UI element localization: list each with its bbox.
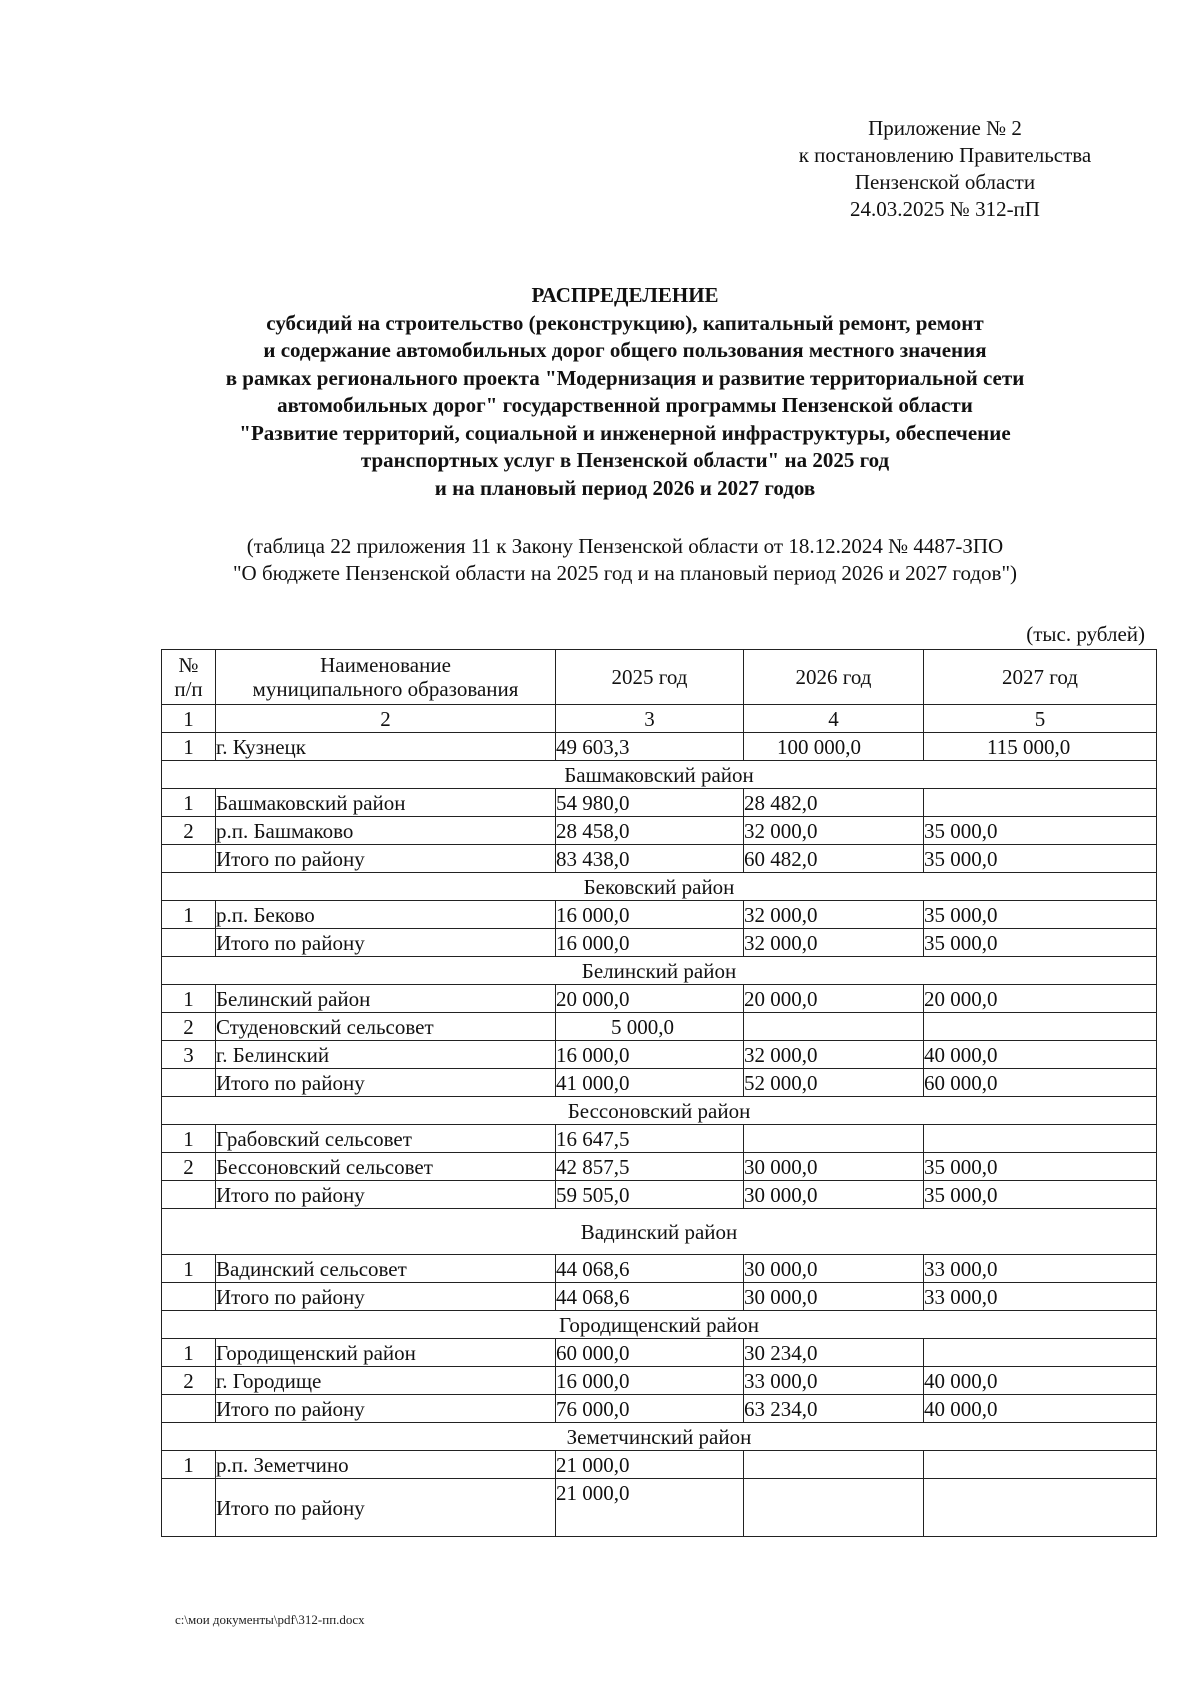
district-header-row (162, 1423, 1157, 1451)
value-2025: 28 458,0 (556, 817, 744, 845)
row-number (162, 929, 216, 957)
row-name: Итого по району (216, 1283, 556, 1311)
total-row (162, 1181, 1157, 1209)
value-2027: 35 000,0 (924, 845, 1157, 873)
row-name: Итого по району (216, 1395, 556, 1423)
value-2025: 54 980,0 (556, 789, 744, 817)
value-2027 (924, 1451, 1157, 1479)
row-name: р.п. Башмаково (216, 817, 556, 845)
row-name: Итого по району (216, 845, 556, 873)
value-2027: 33 000,0 (924, 1255, 1157, 1283)
source-line: (таблица 22 приложения 11 к Закону Пензенской области от 18.12.2024 № 4487-ЗПО (246, 534, 1004, 558)
row-number (162, 1395, 216, 1423)
row-number: 2 (162, 817, 216, 845)
table-row (162, 817, 1157, 845)
value-2025: 16 000,0 (556, 1041, 744, 1069)
row-number: 2 (162, 1153, 216, 1181)
value-2026: 32 000,0 (744, 1041, 924, 1069)
index-cell: 4 (744, 705, 924, 733)
value-2027: 20 000,0 (924, 985, 1157, 1013)
value-2027: 35 000,0 (924, 901, 1157, 929)
value-2026: 20 000,0 (744, 985, 924, 1013)
row-number (162, 1479, 216, 1537)
value-2026: 28 482,0 (744, 789, 924, 817)
row-name: р.п. Земетчино (216, 1451, 556, 1479)
value-2026: 30 000,0 (744, 1181, 924, 1209)
value-2026: 30 000,0 (744, 1153, 924, 1181)
table-header-row (162, 650, 1157, 705)
value-2027: 115 000,0 (924, 733, 1157, 761)
value-2027 (924, 1339, 1157, 1367)
row-name: г. Белинский (216, 1041, 556, 1069)
index-cell: 1 (162, 705, 216, 733)
title-heading: РАСПРЕДЕЛЕНИЕ (531, 283, 719, 307)
district-name: Бековский район (162, 873, 1157, 901)
header-number-line: п/п (174, 677, 203, 701)
appendix-line: к постановлению Правительства (798, 143, 1092, 167)
index-cell: 5 (924, 705, 1157, 733)
value-2027: 33 000,0 (924, 1283, 1157, 1311)
title-line: в рамках регионального проекта "Модернизация и развитие территориальной сети (225, 365, 1025, 390)
value-2025: 49 603,3 (556, 733, 744, 761)
source-line: "О бюджете Пензенской области на 2025 год и на плановый период 2026 и 2027 годов") (232, 561, 1018, 585)
row-number: 2 (162, 1013, 216, 1041)
district-header-row (162, 1097, 1157, 1125)
row-number: 1 (162, 901, 216, 929)
row-number: 1 (162, 1255, 216, 1283)
value-2026 (744, 1479, 924, 1537)
row-name: Итого по району (216, 1479, 556, 1537)
value-2025: 16 000,0 (556, 901, 744, 929)
row-number (162, 1283, 216, 1311)
value-2026: 100 000,0 (744, 733, 924, 761)
header-2026: 2026 год (744, 650, 924, 705)
value-2025: 59 505,0 (556, 1181, 744, 1209)
row-number: 1 (162, 789, 216, 817)
table-row (162, 1367, 1157, 1395)
row-name: Белинский район (216, 985, 556, 1013)
value-2025: 21 000,0 (556, 1451, 744, 1479)
header-2025: 2025 год (556, 650, 744, 705)
table-row (162, 1153, 1157, 1181)
total-row (162, 1395, 1157, 1423)
row-name: Итого по району (216, 1181, 556, 1209)
title-line: субсидий на строительство (реконструкцию), капитальный ремонт, ремонт (266, 310, 984, 335)
value-2027 (924, 1013, 1157, 1041)
document-title (150, 282, 1100, 502)
value-2026: 30 000,0 (744, 1283, 924, 1311)
value-2025: 16 000,0 (556, 929, 744, 957)
index-cell: 3 (556, 705, 744, 733)
header-number (162, 650, 216, 705)
district-name: Вадинский район (162, 1209, 1157, 1255)
header-2027: 2027 год (924, 650, 1157, 705)
table-row (162, 1451, 1157, 1479)
value-2025: 44 068,6 (556, 1283, 744, 1311)
total-row (162, 1283, 1157, 1311)
row-name: Бессоновский сельсовет (216, 1153, 556, 1181)
total-row (162, 1069, 1157, 1097)
value-2025: 41 000,0 (556, 1069, 744, 1097)
value-2026: 52 000,0 (744, 1069, 924, 1097)
district-header-row (162, 873, 1157, 901)
header-name (216, 650, 556, 705)
table-row (162, 985, 1157, 1013)
district-name: Белинский район (162, 957, 1157, 985)
table-row (162, 733, 1157, 761)
value-2025: 20 000,0 (556, 985, 744, 1013)
header-name-line: Наименование (320, 653, 451, 677)
row-number: 1 (162, 1125, 216, 1153)
appendix-line: Пензенской области (854, 170, 1036, 194)
appendix-line: Приложение № 2 (868, 116, 1022, 140)
title-line: автомобильных дорог" государственной программы Пензенской области (277, 393, 973, 417)
title-line: и содержание автомобильных дорог общего пользования местного значения (263, 338, 987, 362)
row-name: Вадинский сельсовет (216, 1255, 556, 1283)
value-2027 (924, 789, 1157, 817)
row-name: г. Городище (216, 1367, 556, 1395)
file-path-footer: c:\мои документы\pdf\312-пп.docx (175, 1612, 365, 1627)
row-number (162, 845, 216, 873)
value-2025: 5 000,0 (556, 1013, 744, 1041)
value-2026: 32 000,0 (744, 929, 924, 957)
row-number (162, 1069, 216, 1097)
appendix-block (760, 115, 1130, 223)
row-number: 3 (162, 1041, 216, 1069)
total-row (162, 845, 1157, 873)
value-2027 (924, 1479, 1157, 1537)
row-number: 1 (162, 1339, 216, 1367)
value-2026: 32 000,0 (744, 901, 924, 929)
value-2026: 33 000,0 (744, 1367, 924, 1395)
value-2027: 35 000,0 (924, 1181, 1157, 1209)
value-2025: 83 438,0 (556, 845, 744, 873)
row-number: 2 (162, 1367, 216, 1395)
row-name: Грабовский сельсовет (216, 1125, 556, 1153)
value-2027: 35 000,0 (924, 1153, 1157, 1181)
value-2025: 44 068,6 (556, 1255, 744, 1283)
district-header-row (162, 1209, 1157, 1255)
source-reference (150, 533, 1100, 587)
table-row (162, 1013, 1157, 1041)
title-line: "Развитие территорий, социальной и инженерной инфраструктуры, обеспечение (239, 420, 1011, 445)
value-2027: 40 000,0 (924, 1395, 1157, 1423)
district-name: Городищенский район (162, 1311, 1157, 1339)
appendix-date-number: 24.03.2025 № 312-пП (850, 197, 1040, 221)
value-2026: 30 000,0 (744, 1255, 924, 1283)
district-header-row (162, 761, 1157, 789)
value-2025: 76 000,0 (556, 1395, 744, 1423)
value-2025: 16 647,5 (556, 1125, 744, 1153)
district-name: Башмаковский район (162, 761, 1157, 789)
row-name: Городищенский район (216, 1339, 556, 1367)
value-2027: 40 000,0 (924, 1367, 1157, 1395)
district-name: Бессоновский район (162, 1097, 1157, 1125)
value-2026: 63 234,0 (744, 1395, 924, 1423)
value-2027: 60 000,0 (924, 1069, 1157, 1097)
total-row (162, 1479, 1157, 1537)
table-row (162, 901, 1157, 929)
value-2025: 21 000,0 (556, 1479, 744, 1537)
index-cell: 2 (216, 705, 556, 733)
district-header-row (162, 1311, 1157, 1339)
title-line: и на плановый период 2026 и 2027 годов (434, 475, 816, 500)
district-header-row (162, 957, 1157, 985)
district-name: Земетчинский район (162, 1423, 1157, 1451)
row-number (162, 1181, 216, 1209)
row-name: Башмаковский район (216, 789, 556, 817)
row-number: 1 (162, 985, 216, 1013)
row-name: р.п. Беково (216, 901, 556, 929)
table-row (162, 789, 1157, 817)
value-2027: 35 000,0 (924, 817, 1157, 845)
value-2026: 32 000,0 (744, 817, 924, 845)
value-2025: 60 000,0 (556, 1339, 744, 1367)
total-row (162, 929, 1157, 957)
value-2026 (744, 1451, 924, 1479)
column-index-row (162, 705, 1157, 733)
value-2025: 16 000,0 (556, 1367, 744, 1395)
subsidy-table (161, 649, 1157, 1537)
row-name: Итого по району (216, 1069, 556, 1097)
value-2027: 40 000,0 (924, 1041, 1157, 1069)
value-2025: 42 857,5 (556, 1153, 744, 1181)
row-name: Студеновский сельсовет (216, 1013, 556, 1041)
row-number: 1 (162, 1451, 216, 1479)
row-number: 1 (162, 733, 216, 761)
value-2027: 35 000,0 (924, 929, 1157, 957)
table-row (162, 1339, 1157, 1367)
value-2026: 30 234,0 (744, 1339, 924, 1367)
header-name-line: муниципального образования (252, 677, 519, 701)
table-row (162, 1255, 1157, 1283)
units-label: (тыс. рублей) (1026, 622, 1145, 646)
table-row (162, 1125, 1157, 1153)
row-name: Итого по району (216, 929, 556, 957)
value-2026 (744, 1013, 924, 1041)
table-row (162, 1041, 1157, 1069)
value-2026 (744, 1125, 924, 1153)
title-line: транспортных услуг в Пензенской области" на 2025 год (360, 448, 890, 472)
row-name: г. Кузнецк (216, 733, 556, 761)
value-2026: 60 482,0 (744, 845, 924, 873)
value-2027 (924, 1125, 1157, 1153)
header-number-line: № (178, 653, 199, 677)
